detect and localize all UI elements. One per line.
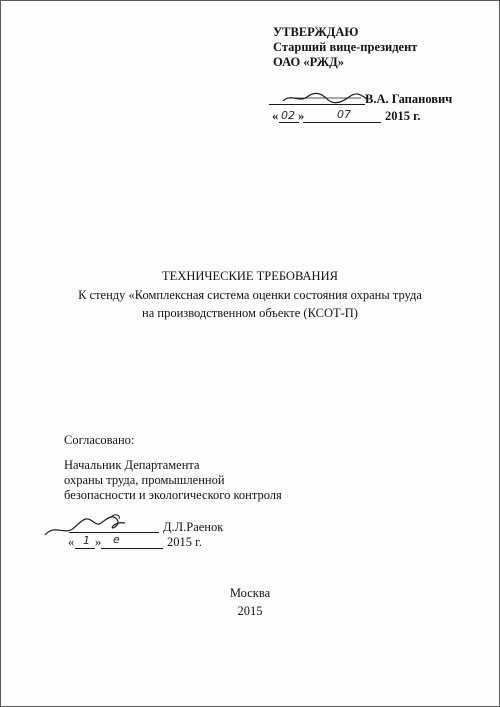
document-title: ТЕХНИЧЕСКИЕ ТРЕБОВАНИЯ: [162, 269, 338, 283]
footer-city: Москва: [229, 586, 271, 600]
agreement-day-line: [75, 548, 95, 549]
approval-org: ОАО «РЖД»: [273, 55, 345, 69]
agreement-month-line: [101, 548, 163, 549]
approval-date-day: 02: [281, 109, 295, 122]
document-subtitle-line2: на производственном объекте (КСОТ-П): [142, 306, 358, 320]
agreement-date-month: e: [113, 533, 120, 546]
agreement-heading: Согласовано:: [64, 433, 135, 447]
approval-heading: УТВЕРЖДАЮ: [273, 25, 359, 39]
agreement-position-line1: Начальник Департамента: [64, 458, 200, 472]
agreement-date-year: 2015 г.: [167, 535, 202, 549]
approval-month-line: [303, 122, 381, 123]
agreement-signer-name: Д.Л.Раенок: [163, 520, 224, 534]
approval-signer-name: В.А. Гапанович: [365, 92, 453, 106]
approval-date-month: 07: [337, 108, 351, 121]
approval-date-year: 2015 г.: [385, 109, 421, 123]
agreement-date-day: 1: [83, 534, 90, 547]
agreement-position-line2: охраны труда, промышленной: [64, 473, 225, 487]
agreement-date-open: «: [68, 535, 75, 549]
document-subtitle-line1: К стенду «Комплексная система оценки состояния охраны труда: [78, 288, 422, 302]
approval-signature: [281, 89, 371, 107]
approval-date-close: »: [298, 109, 305, 123]
footer-year: 2015: [237, 604, 263, 618]
agreement-date-close: »: [95, 535, 102, 549]
agreement-position-line3: безопасности и экологического контроля: [64, 488, 282, 502]
agreement-signature: [41, 513, 141, 541]
approval-date-open: «: [272, 109, 279, 123]
approval-day-line: [279, 122, 299, 123]
approval-position: Старший вице-президент: [273, 40, 418, 54]
